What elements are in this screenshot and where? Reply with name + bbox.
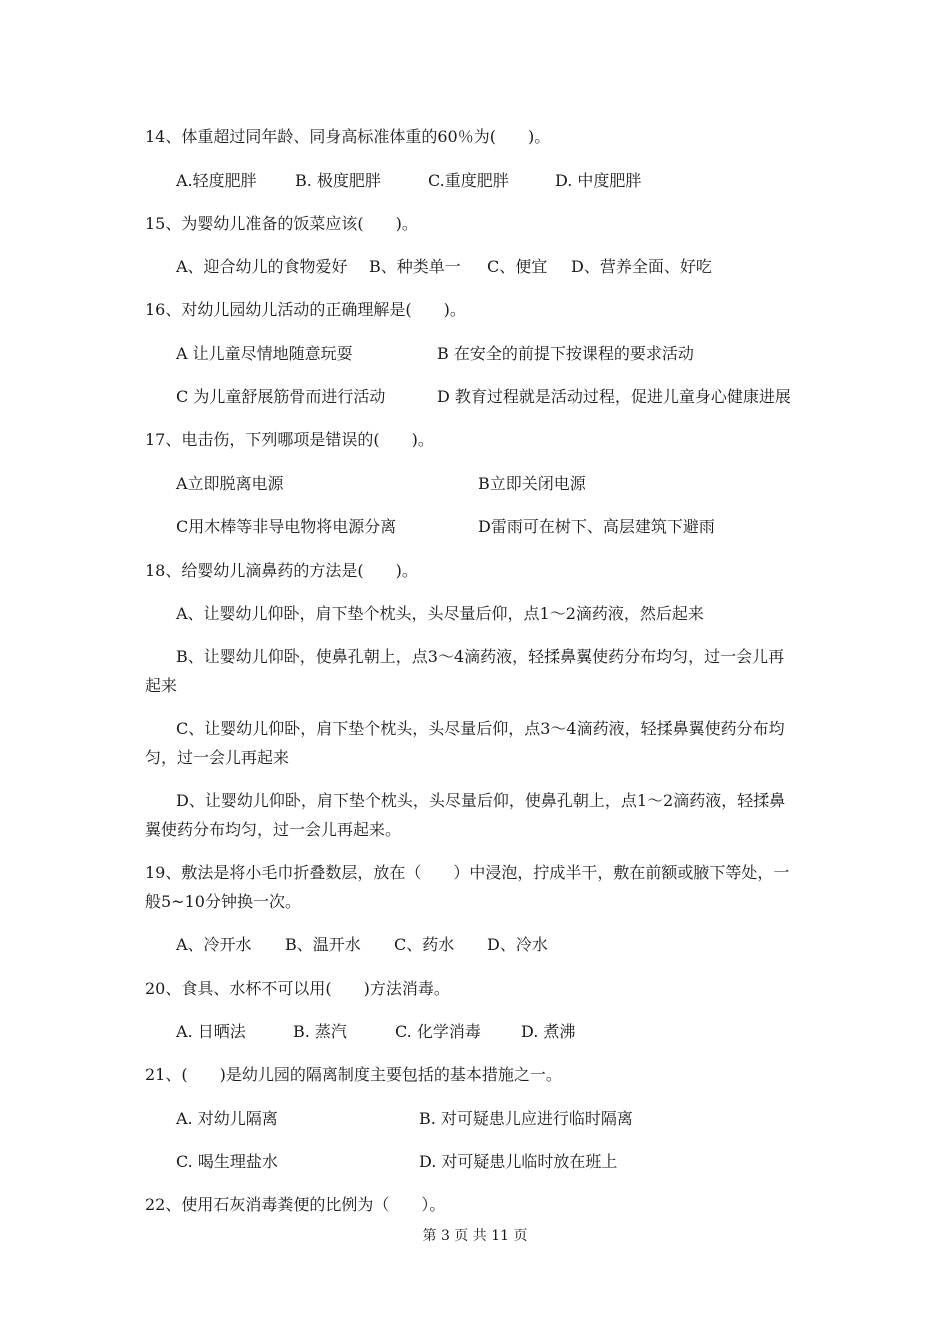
q16-option-d: D 教育过程就是活动过程，促进儿童身心健康进展 <box>437 387 791 406</box>
q18-option-c: C、让婴幼儿仰卧，肩下垫个枕头，头尽量后仰，点3～4滴药液，轻揉鼻翼使药分布均 <box>176 719 785 738</box>
q18-option-d: D、让婴幼儿仰卧，肩下垫个枕头，头尽量后仰，使鼻孔朝上，点1～2滴药液，轻揉鼻 <box>176 791 786 810</box>
q18-option-d-cont: 翼使药分布均匀，过一会儿再起来。 <box>145 820 402 839</box>
page-footer: 第 3 页 共 11 页 <box>422 1228 528 1244</box>
q20-option-d: D. 煮沸 <box>521 1022 576 1041</box>
q18-option-a: A、让婴幼儿仰卧，肩下垫个枕头，头尽量后仰，点1～2滴药液，然后起来 <box>176 604 704 623</box>
q14-option-c: C.重度肥胖 <box>428 171 509 190</box>
q18-option-b-cont: 起来 <box>145 676 178 695</box>
question-15-stem: 15、为婴幼儿准备的饭菜应该( )。 <box>145 214 418 233</box>
q19-option-c: C、药水 <box>394 935 455 954</box>
question-20-stem: 20、食具、水杯不可以用( )方法消毒。 <box>145 979 450 998</box>
q17-option-d: D雷雨可在树下、高层建筑下避雨 <box>478 517 715 536</box>
q20-option-b: B. 蒸汽 <box>293 1022 347 1041</box>
q19-option-d: D、冷水 <box>487 935 548 954</box>
q21-option-d: D. 对可疑患儿临时放在班上 <box>419 1152 618 1171</box>
q16-option-a: A 让儿童尽情地随意玩耍 <box>176 344 353 363</box>
q15-option-a: A、迎合幼儿的食物爱好 <box>176 257 348 276</box>
q17-option-a: A立即脱离电源 <box>176 474 284 493</box>
q19-option-a: A、冷开水 <box>176 935 252 954</box>
q19-option-b: B、温开水 <box>285 935 361 954</box>
q16-option-b: B 在安全的前提下按课程的要求活动 <box>437 344 694 363</box>
q18-option-c-cont: 匀，过一会儿再起来 <box>145 748 290 767</box>
q14-option-a: A.轻度肥胖 <box>176 171 257 190</box>
q21-option-a: A. 对幼儿隔离 <box>176 1109 278 1128</box>
question-17-stem: 17、电击伤，下列哪项是错误的( )。 <box>145 430 434 449</box>
q14-option-b: B. 极度肥胖 <box>295 171 381 190</box>
q20-option-c: C. 化学消毒 <box>395 1022 481 1041</box>
q15-option-d: D、营养全面、好吃 <box>571 257 712 276</box>
question-19-stem: 19、敷法是将小毛巾折叠数层，放在（ ）中浸泡，拧成半干，敷在前额或腋下等处，一 <box>145 863 790 882</box>
q15-option-b: B、种类单一 <box>369 257 461 276</box>
q21-option-c: C. 喝生理盐水 <box>176 1152 278 1171</box>
question-22-stem: 22、使用石灰消毒粪便的比例为（ ）。 <box>145 1195 446 1214</box>
question-19-stem-cont: 般5~10分钟换一次。 <box>145 892 301 911</box>
q15-option-c: C、便宜 <box>487 257 548 276</box>
q14-option-d: D. 中度肥胖 <box>555 171 642 190</box>
q18-option-b: B、让婴幼儿仰卧，使鼻孔朝上，点3～4滴药液，轻揉鼻翼使药分布均匀，过一会儿再 <box>176 647 785 666</box>
q16-option-c: C 为儿童舒展筋骨而进行活动 <box>176 387 386 406</box>
q21-option-b: B. 对可疑患儿应进行临时隔离 <box>419 1109 633 1128</box>
q17-option-b: B立即关闭电源 <box>478 474 586 493</box>
question-21-stem: 21、( )是幼儿园的隔离制度主要包括的基本措施之一。 <box>145 1065 562 1084</box>
q17-option-c: C用木棒等非导电物将电源分离 <box>176 517 397 536</box>
q20-option-a: A. 日晒法 <box>176 1022 246 1041</box>
question-16-stem: 16、对幼儿园幼儿活动的正确理解是( )。 <box>145 300 466 319</box>
question-18-stem: 18、给婴幼儿滴鼻药的方法是( )。 <box>145 561 418 580</box>
question-14-stem: 14、体重超过同年龄、同身高标准体重的60％为( )。 <box>145 127 551 146</box>
